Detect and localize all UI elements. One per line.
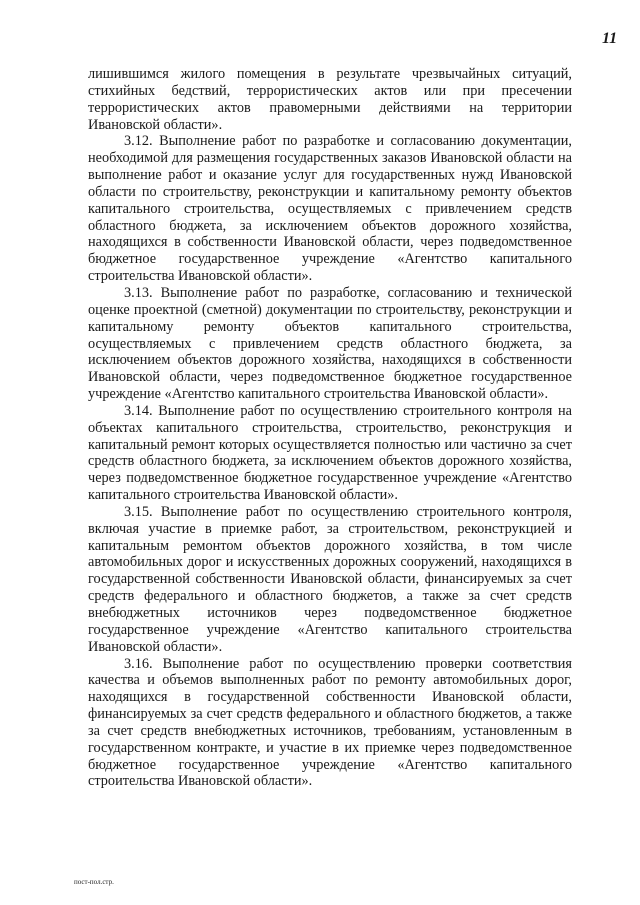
paragraph-3-14: 3.14. Выполнение работ по осуществлению строительного контроля на объектах капитального строительства, строительство, реконструкция и капитальный ремонт которых осуществляется полностью или частично за счет средств областного бюджета, за исключением объектов дорожного хозяйства, через подведомственное бюджетное государственное учреждение «Агентство капитального строительства Ивановской области». <box>88 402 572 504</box>
footer-filename: пост-пол.стр. <box>74 878 114 886</box>
paragraph-3-13: 3.13. Выполнение работ по разработке, согласованию и технической оценке проектной (сметной) документации по строительству, реконструкции и капитальному ремонту объектов капитального строительства, осуществляемых с привлечением средств областного бюджета, за исключением объектов дорожного хозяйства, находящихся в собственности Ивановской области, через подведомственное бюджетное государственное учреждение «Агентство капитального строительства Ивановской области». <box>88 284 572 403</box>
paragraph-3-15: 3.15. Выполнение работ по осуществлению строительного контроля, включая участие в приемке работ, за строительством, реконструкцией и капитальным ремонтом объектов дорожного хозяйства, в том числе автомобильных дорог и искусственных дорожных сооружений, находящихся в государственной собственности Ивановской области, финансируемых за счет средств федерального и областного бюджетов, а также за счет средств внебюджетных источников через подведомственное бюджетное государственное учреждение «Агентство капитального строительства Ивановской области». <box>88 503 572 655</box>
paragraph-3-16: 3.16. Выполнение работ по осуществлению проверки соответствия качества и объемов выполненных работ по ремонту автомобильных дорог, находящихся в государственной собственности Ивановской области, финансируемых за счет средств федерального и областного бюджетов, а также за счет средств внебюджетных источников, требованиям, установленным в государственном контракте, и участие в их приемке через подведомственное бюджетное государственное учреждение «Агентство капитального строительства Ивановской области». <box>88 655 572 790</box>
paragraph-continuation: лишившимся жилого помещения в результате чрезвычайных ситуаций, стихийных бедствий, террористических актов или при пресечении террористических актов правомерными действиями на территории Ивановской области». <box>88 66 572 133</box>
document-body <box>88 66 572 790</box>
page-number: 11 <box>602 30 618 47</box>
paragraph-3-12: 3.12. Выполнение работ по разработке и согласованию документации, необходимой для размещения государственных заказов Ивановской области на выполнение работ и оказание услуг для государственных нужд Ивановской области по строительству, реконструкции и капитальному ремонту объектов капитального строительства, осуществляемых с привлечением средств областного бюджета, за исключением объектов дорожного хозяйства, находящихся в собственности Ивановской области, через подведомственное бюджетное государственное учреждение «Агентство капитального строительства Ивановской области». <box>88 133 572 285</box>
